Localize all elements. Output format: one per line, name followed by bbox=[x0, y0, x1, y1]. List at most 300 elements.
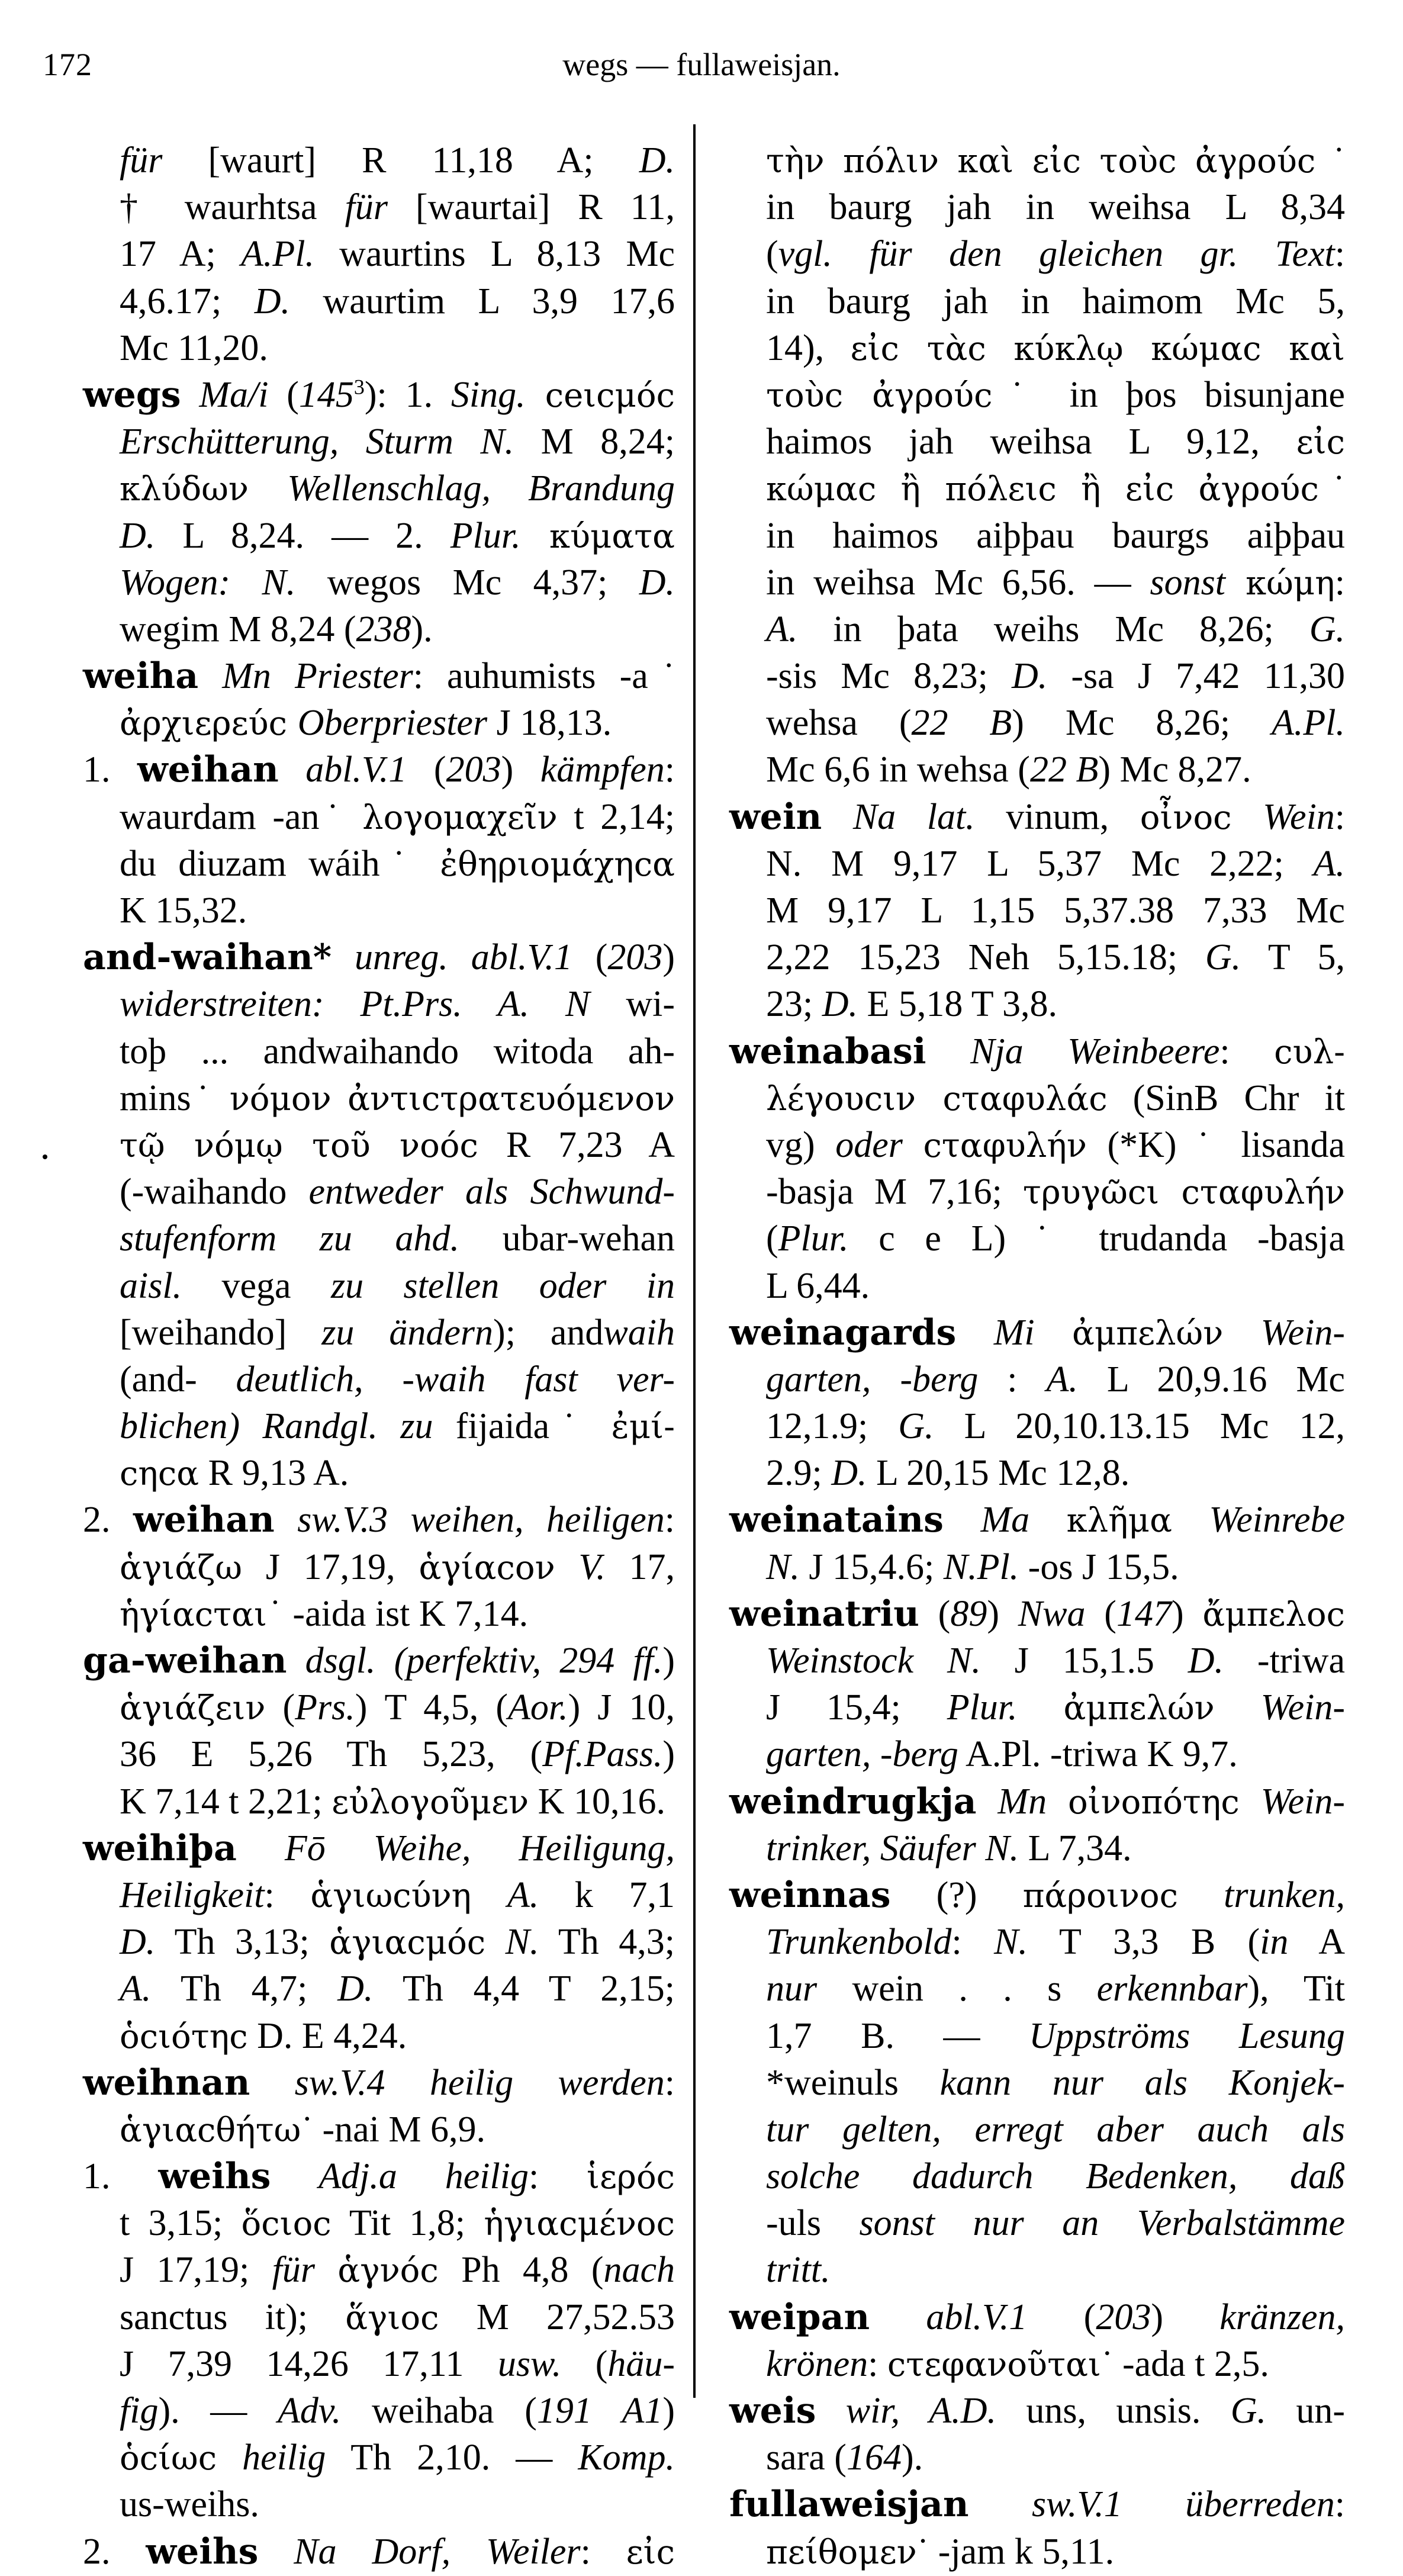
italic-text: waih bbox=[603, 1312, 675, 1353]
italic-text: D. bbox=[254, 281, 290, 321]
italic-text: fig bbox=[120, 2391, 159, 2431]
text bbox=[1029, 1500, 1067, 1540]
greek-text: ἁγιάζειν bbox=[120, 1689, 266, 1728]
page-number: 172 bbox=[43, 47, 92, 82]
italic-text: Oberpriester bbox=[297, 703, 488, 744]
text: ubar-wehan bbox=[459, 1218, 675, 1259]
italic-text: garten, -berg bbox=[766, 1359, 979, 1400]
entry-line bbox=[729, 1450, 1345, 1497]
greek-text: οἶνοc bbox=[1140, 798, 1232, 837]
text bbox=[250, 2063, 294, 2103]
text: : bbox=[1334, 796, 1346, 837]
italic-text: N. bbox=[766, 1546, 800, 1587]
text bbox=[271, 2156, 318, 2196]
italic-text: Wogen: N. bbox=[120, 562, 296, 603]
text: ˙ in þos bisunjane bbox=[992, 374, 1345, 415]
italic-text: kränzen, bbox=[1219, 2297, 1345, 2337]
entry-line bbox=[729, 1169, 1345, 1215]
entry-line bbox=[83, 137, 675, 184]
headword: weinatriu bbox=[729, 1593, 919, 1635]
text bbox=[870, 2297, 926, 2337]
text: in baurg jah in weihsa L 8,34 bbox=[766, 187, 1345, 228]
text: J 15,4; bbox=[766, 1687, 947, 1728]
text: T 3,3 B ( bbox=[1027, 1922, 1260, 1963]
text bbox=[279, 750, 306, 790]
italic-text: 203 bbox=[1096, 2297, 1151, 2337]
italic-text: G. bbox=[1309, 609, 1345, 649]
text: Th 4,3; bbox=[539, 1922, 675, 1963]
entry-line bbox=[729, 1263, 1345, 1310]
running-header bbox=[0, 46, 1403, 88]
italic-text: garten, -berg bbox=[766, 1734, 958, 1775]
italic-text: Pf.Pass. bbox=[542, 1734, 663, 1775]
headword: weihs bbox=[146, 2530, 259, 2572]
text: 17 A; bbox=[120, 234, 241, 275]
italic-text: A. bbox=[1313, 843, 1345, 884]
headword: weihnan bbox=[83, 2062, 250, 2104]
text: A.Pl. -triwa K 9,7. bbox=[958, 1734, 1238, 1775]
headword: weihs bbox=[158, 2156, 271, 2198]
entry-line bbox=[83, 325, 675, 372]
entry-line bbox=[83, 1075, 675, 1122]
text: waurdam -an˙ bbox=[120, 796, 363, 837]
italic-text: D. bbox=[120, 515, 156, 556]
entry-headline bbox=[729, 1497, 1345, 1543]
italic-text: usw. bbox=[497, 2343, 562, 2384]
headword: weinnas bbox=[729, 1874, 891, 1916]
text bbox=[977, 1781, 998, 1822]
text: (and- bbox=[120, 1359, 236, 1400]
entry-headline bbox=[729, 794, 1345, 841]
italic-text: N. bbox=[993, 1922, 1028, 1963]
text: -sa J 7,42 11,30 bbox=[1047, 656, 1345, 697]
greek-text: ἡγιαcμένοc bbox=[484, 2205, 675, 2244]
text: : bbox=[1334, 234, 1345, 275]
entry-line bbox=[729, 2529, 1345, 2575]
text: Th 4,4 T 2,15; bbox=[373, 1969, 675, 2009]
text: in baurg jah in haimom Mc 5, bbox=[766, 281, 1345, 321]
italic-text: D. bbox=[120, 1922, 156, 1963]
text: ( bbox=[1085, 1593, 1116, 1634]
greek-text: ὁcίωc bbox=[120, 2439, 217, 2478]
italic-text: Plur. bbox=[947, 1687, 1018, 1728]
entry-line bbox=[729, 278, 1345, 325]
text: ˙ -jam k 5,11. bbox=[916, 2531, 1115, 2572]
headword: weinabasi bbox=[729, 1030, 926, 1072]
greek-text: εἰc bbox=[626, 2533, 675, 2572]
text: un- bbox=[1266, 2391, 1346, 2431]
text: wegim M 8,24 ( bbox=[120, 609, 356, 649]
entry-line bbox=[83, 2200, 675, 2247]
headword: weihan bbox=[133, 1499, 275, 1541]
text: Mc 11,20. bbox=[120, 327, 268, 368]
text: t 2,14; bbox=[557, 796, 675, 837]
text: waurtim L 3,9 17,6 bbox=[289, 281, 675, 321]
italic-text: D. bbox=[822, 984, 858, 1025]
text: Th 3,13; bbox=[155, 1922, 330, 1963]
greek-text: νόμον ἀντιcτρατευόμενον bbox=[229, 1079, 675, 1118]
italic-text: dsgl. (perfektiv, 294 ff. bbox=[305, 1641, 663, 1681]
entry-line bbox=[729, 981, 1345, 1028]
text bbox=[198, 656, 222, 696]
entry-line bbox=[83, 1450, 675, 1497]
right-column bbox=[729, 137, 1345, 2575]
text: J 7,39 14,26 17,11 bbox=[120, 2343, 498, 2384]
entry-line bbox=[83, 1779, 675, 1825]
text bbox=[555, 1547, 579, 1587]
text: ˙ bbox=[1315, 140, 1346, 181]
text: 2,22 15,23 Neh 5,15.18; bbox=[766, 937, 1205, 978]
text: ( bbox=[1027, 2297, 1096, 2337]
italic-text: A. bbox=[1046, 1359, 1078, 1400]
text: J 17,19; bbox=[120, 2250, 272, 2291]
greek-text: λογομαχεῖν bbox=[362, 798, 558, 837]
italic-text: häu- bbox=[607, 2343, 675, 2384]
entry-line bbox=[83, 1731, 675, 1778]
italic-text: Weinstock N. bbox=[766, 1641, 981, 1681]
entry-line bbox=[729, 2200, 1345, 2247]
text: : bbox=[664, 2062, 675, 2103]
italic-text: Uppströms Lesung bbox=[1029, 2015, 1345, 2056]
headword: wein bbox=[729, 796, 822, 838]
headword: weinagards bbox=[729, 1311, 957, 1353]
italic-text: A. bbox=[507, 1874, 539, 1915]
italic-text: 147 bbox=[1116, 1593, 1172, 1634]
text: ( bbox=[766, 234, 778, 275]
entry-line bbox=[83, 2388, 675, 2435]
text: (*K) ˙ lisanda bbox=[1086, 1124, 1345, 1165]
headword: weipan bbox=[729, 2296, 870, 2338]
greek-text: τοὺc ἀγρούc bbox=[766, 376, 993, 415]
text bbox=[816, 2391, 845, 2431]
italic-text: Ma bbox=[980, 1500, 1030, 1541]
italic-text: 203 bbox=[607, 937, 663, 978]
italic-text: tritt. bbox=[766, 2250, 831, 2291]
entry-line bbox=[83, 2435, 675, 2481]
text: wehsa ( bbox=[766, 703, 912, 744]
italic-text: Nja Weinbeere bbox=[970, 1031, 1220, 1072]
column-divider bbox=[693, 124, 696, 2398]
text: 23; bbox=[766, 984, 822, 1025]
entry-line bbox=[729, 1966, 1345, 2012]
greek-text: κύματα bbox=[520, 517, 675, 556]
italic-text: Erschütterung, Sturm N. bbox=[120, 422, 514, 462]
italic-text: Komp. bbox=[578, 2437, 675, 2478]
text bbox=[1223, 1313, 1260, 1353]
italic-text: in bbox=[1260, 1922, 1289, 1963]
greek-text: ἁγιαcθήτω bbox=[120, 2111, 301, 2150]
text bbox=[315, 2250, 337, 2290]
text: 14), bbox=[766, 327, 851, 368]
text: ˙ -nai M 6,9. bbox=[301, 2109, 486, 2150]
italic-text: Weinrebe bbox=[1209, 1500, 1345, 1541]
greek-text: οἰνοπότηc bbox=[1067, 1783, 1240, 1822]
italic-text: N.Pl. bbox=[943, 1546, 1019, 1587]
entry-line bbox=[83, 1122, 675, 1169]
italic-text: sw.V.1 überreden bbox=[1032, 2484, 1335, 2525]
text: ( bbox=[407, 750, 446, 790]
italic-text: zu stellen oder in bbox=[330, 1265, 675, 1306]
italic-text: aisl. bbox=[120, 1265, 182, 1306]
greek-text: ἐθηριομάχηcα bbox=[440, 845, 675, 884]
entry-line bbox=[83, 1215, 675, 1262]
italic-text: D. bbox=[337, 1969, 374, 2009]
greek-text: ἄμπελοc bbox=[1202, 1595, 1345, 1634]
text bbox=[1047, 1781, 1068, 1822]
italic-text: wir, A.D. bbox=[845, 2391, 997, 2431]
text: : bbox=[580, 2531, 626, 2572]
italic-text: deutlich, -waih fast ver- bbox=[236, 1359, 675, 1400]
greek-text: ἁγνόc bbox=[337, 2252, 439, 2291]
text: : bbox=[1334, 2484, 1345, 2525]
text: R 7,23 A bbox=[478, 1124, 675, 1165]
entry-line bbox=[729, 1122, 1345, 1169]
text: 2.9; bbox=[766, 1453, 832, 1494]
greek-text: κώμαc ἢ πόλειc ἢ εἰc ἀγρούc bbox=[766, 470, 1319, 509]
italic-text: stufenform zu ahd. bbox=[120, 1218, 460, 1259]
headword: weindrugkja bbox=[729, 1780, 977, 1822]
entry-headline bbox=[83, 747, 675, 793]
text: : bbox=[868, 2343, 887, 2384]
text bbox=[332, 937, 355, 977]
text: weihaba ( bbox=[341, 2391, 537, 2431]
text: L 6,44. bbox=[766, 1265, 870, 1306]
text: ( bbox=[766, 1218, 778, 1259]
text bbox=[969, 2484, 1032, 2524]
entry-line bbox=[83, 794, 675, 841]
text: ) bbox=[662, 2391, 675, 2431]
entry-headline bbox=[83, 653, 675, 700]
entry-line bbox=[83, 1310, 675, 1356]
text: E 5,18 T 3,8. bbox=[858, 984, 1058, 1025]
headword: wegs bbox=[83, 374, 181, 416]
entry-line bbox=[83, 2247, 675, 2294]
text: 2. bbox=[83, 1500, 133, 1541]
text bbox=[1215, 1687, 1261, 1728]
entry-line bbox=[83, 2341, 675, 2388]
italic-text: sonst nur an Verbalstämme bbox=[859, 2203, 1346, 2244]
text: ) bbox=[1151, 2297, 1220, 2337]
text: t 3,15; bbox=[120, 2203, 242, 2244]
text: 1. bbox=[83, 2156, 159, 2197]
entry-headline bbox=[83, 1497, 675, 1543]
entry-line bbox=[83, 1966, 675, 2012]
italic-text: krönen bbox=[766, 2343, 868, 2384]
italic-text: Wein- bbox=[1260, 1781, 1346, 1822]
italic-text: Wein- bbox=[1260, 1312, 1346, 1353]
text: 2. bbox=[83, 2531, 146, 2572]
text: K 7,14 t 2,21; bbox=[120, 1781, 332, 1822]
entry-line bbox=[83, 1684, 675, 1731]
text: Th 4,7; bbox=[151, 1969, 338, 2009]
entry-line bbox=[729, 1075, 1345, 1122]
text: ): 1. bbox=[364, 374, 451, 415]
text: ) Mc 8,26; bbox=[1012, 703, 1272, 744]
greek-text: πάροινοc bbox=[1022, 1876, 1178, 1915]
text: ) bbox=[1171, 1593, 1203, 1634]
entry-line bbox=[729, 465, 1345, 512]
text: ) bbox=[987, 1593, 1018, 1634]
greek-text: ὁcιότηc bbox=[120, 2017, 248, 2056]
entry-line bbox=[729, 747, 1345, 793]
text: ( bbox=[561, 2343, 608, 2384]
greek-text: ἀμπελών bbox=[1072, 1314, 1224, 1353]
entry-line bbox=[729, 1731, 1345, 1778]
italic-text: entweder als Schwund- bbox=[308, 1172, 675, 1213]
greek-text: ὅcιοc bbox=[241, 2205, 332, 2244]
italic-text: sw.V.4 heilig werden bbox=[294, 2062, 665, 2103]
greek-text: ἁγιαcμόc bbox=[329, 1924, 486, 1963]
headword: fullaweisjan bbox=[729, 2484, 969, 2526]
greek-text: εἰc bbox=[1296, 423, 1345, 462]
entry-line bbox=[83, 606, 675, 653]
entry-line bbox=[729, 2247, 1345, 2294]
italic-text: 22 B bbox=[911, 703, 1012, 744]
entry-line bbox=[83, 465, 675, 512]
text: wegos Mc 4,37; bbox=[295, 562, 639, 603]
italic-text: D. bbox=[1188, 1641, 1224, 1681]
text: -basja M 7,16; bbox=[766, 1172, 1023, 1213]
italic-text: oder bbox=[835, 1124, 903, 1165]
entry-line bbox=[729, 653, 1345, 700]
italic-text: unreg. abl.V.1 bbox=[355, 937, 572, 978]
text bbox=[1172, 1500, 1209, 1540]
text: K 15,32. bbox=[120, 890, 247, 931]
text: : bbox=[1334, 562, 1345, 603]
text bbox=[181, 375, 199, 415]
italic-text: sw.V.3 weihen, heiligen bbox=[297, 1500, 665, 1541]
text: us-weihs. bbox=[120, 2484, 259, 2525]
italic-text: A. bbox=[766, 609, 798, 649]
greek-text: cυλ- bbox=[1274, 1033, 1345, 1072]
greek-text: ἅγιοc bbox=[345, 2298, 439, 2337]
text: L 8,24. — 2. bbox=[155, 515, 450, 556]
text: 12,1.9; bbox=[766, 1406, 899, 1447]
entry-line bbox=[83, 1591, 675, 1638]
entry-line bbox=[83, 231, 675, 278]
headword: weihiþa bbox=[83, 1827, 237, 1869]
italic-text: blichen) Randgl. zu bbox=[120, 1406, 433, 1447]
text: L 20,15 Mc 12,8. bbox=[867, 1453, 1130, 1494]
italic-text: G. bbox=[1230, 2391, 1266, 2431]
italic-text: erkennbar bbox=[1096, 1969, 1248, 2009]
entry-headline bbox=[729, 1591, 1345, 1638]
entry-line bbox=[83, 2294, 675, 2341]
text: : bbox=[528, 2156, 587, 2197]
entry-line bbox=[83, 1872, 675, 1919]
italic-text: Aor. bbox=[507, 1687, 568, 1728]
text: A bbox=[1288, 1922, 1345, 1963]
greek-text: ceιcμόc bbox=[525, 376, 675, 415]
text: *weinuls bbox=[766, 2062, 940, 2103]
text bbox=[822, 797, 853, 837]
text: ˙ bbox=[1318, 468, 1345, 509]
text: ) bbox=[662, 937, 675, 978]
italic-text: Fō Weihe, Heiligung, bbox=[284, 1828, 675, 1869]
entry-line bbox=[729, 372, 1345, 419]
entry-line bbox=[729, 2107, 1345, 2153]
italic-text: A.Pl. bbox=[1272, 703, 1345, 744]
italic-text: 22 B bbox=[1029, 750, 1099, 790]
italic-text: Na Dorf, Weiler bbox=[294, 2531, 581, 2572]
entry-line bbox=[729, 1356, 1345, 1403]
entry-headline bbox=[729, 1310, 1345, 1356]
text bbox=[217, 2437, 242, 2478]
text: J 15,4.6; bbox=[799, 1546, 944, 1587]
text: ). bbox=[901, 2437, 923, 2478]
entry-line bbox=[83, 419, 675, 465]
entry-line bbox=[83, 981, 675, 1028]
entry-headline bbox=[729, 1779, 1345, 1825]
text: : bbox=[664, 1500, 675, 1541]
italic-text: 89 bbox=[950, 1593, 987, 1634]
italic-text: trunken, bbox=[1224, 1874, 1345, 1915]
text: J 17,19, bbox=[242, 1546, 419, 1587]
entry-line bbox=[83, 1544, 675, 1591]
text bbox=[956, 1313, 993, 1353]
entry-line bbox=[729, 1684, 1345, 1731]
entry-line bbox=[83, 559, 675, 606]
greek-text: τὴν πόλιν καὶ εἰc τοὺc ἀγρούc bbox=[766, 142, 1316, 181]
text: in weihsa Mc 6,56. — bbox=[766, 562, 1150, 603]
text bbox=[275, 1500, 297, 1540]
greek-text: cταφυλήν bbox=[923, 1126, 1087, 1165]
italic-text: zu ändern bbox=[321, 1312, 494, 1353]
greek-text: κλύδων bbox=[120, 470, 288, 509]
italic-text: Plur. bbox=[778, 1218, 849, 1259]
italic-text: 191 A1 bbox=[536, 2391, 663, 2431]
text: Ph 4,8 ( bbox=[438, 2250, 604, 2291]
greek-text: κώμη bbox=[1225, 564, 1335, 603]
text: vinum, bbox=[974, 796, 1140, 837]
greek-text: ἡγίαcται˙ bbox=[120, 1595, 284, 1634]
entry-line bbox=[83, 1403, 675, 1450]
greek-text: τρυγῶcι cταφυλήν bbox=[1022, 1173, 1346, 1213]
italic-text: D. bbox=[639, 562, 675, 603]
text bbox=[926, 1031, 971, 1072]
italic-text: für bbox=[120, 140, 163, 181]
italic-text: widerstreiten: Pt.Prs. A. N bbox=[120, 984, 590, 1025]
italic-text: Na lat. bbox=[852, 796, 975, 837]
headword: weis bbox=[729, 2390, 816, 2432]
text: in haimos aiþþau baurgs aiþþau bbox=[766, 515, 1345, 556]
entry-line bbox=[729, 887, 1345, 934]
italic-text: nach bbox=[603, 2250, 675, 2291]
text: ) bbox=[501, 750, 540, 790]
text: : auhumists -a˙ bbox=[413, 656, 675, 697]
entry-line bbox=[729, 1215, 1345, 1262]
text: ) Mc 8,27. bbox=[1098, 750, 1251, 790]
entry-line bbox=[729, 231, 1345, 278]
entry-headline bbox=[729, 2481, 1345, 2528]
italic-text: abl.V.1 bbox=[305, 750, 407, 790]
entry-line bbox=[729, 513, 1345, 559]
text: K 10,16. bbox=[529, 1781, 665, 1822]
text: M 9,17 L 1,15 5,37.38 7,33 Mc bbox=[766, 890, 1345, 931]
entry-headline bbox=[729, 2294, 1345, 2341]
text: M 27,52.53 bbox=[439, 2297, 675, 2337]
entry-headline bbox=[83, 2153, 675, 2200]
entry-line bbox=[729, 2153, 1345, 2200]
entry-line bbox=[83, 841, 675, 887]
text: ( bbox=[572, 937, 608, 978]
text bbox=[287, 1641, 305, 1681]
italic-text: solche dadurch Bedenken, daß bbox=[766, 2156, 1345, 2197]
greek-text: εὐλογοῦμεν bbox=[332, 1783, 529, 1822]
text: ) T 4,5, ( bbox=[355, 1687, 508, 1728]
text bbox=[944, 1500, 981, 1540]
text: -uls bbox=[766, 2203, 860, 2244]
